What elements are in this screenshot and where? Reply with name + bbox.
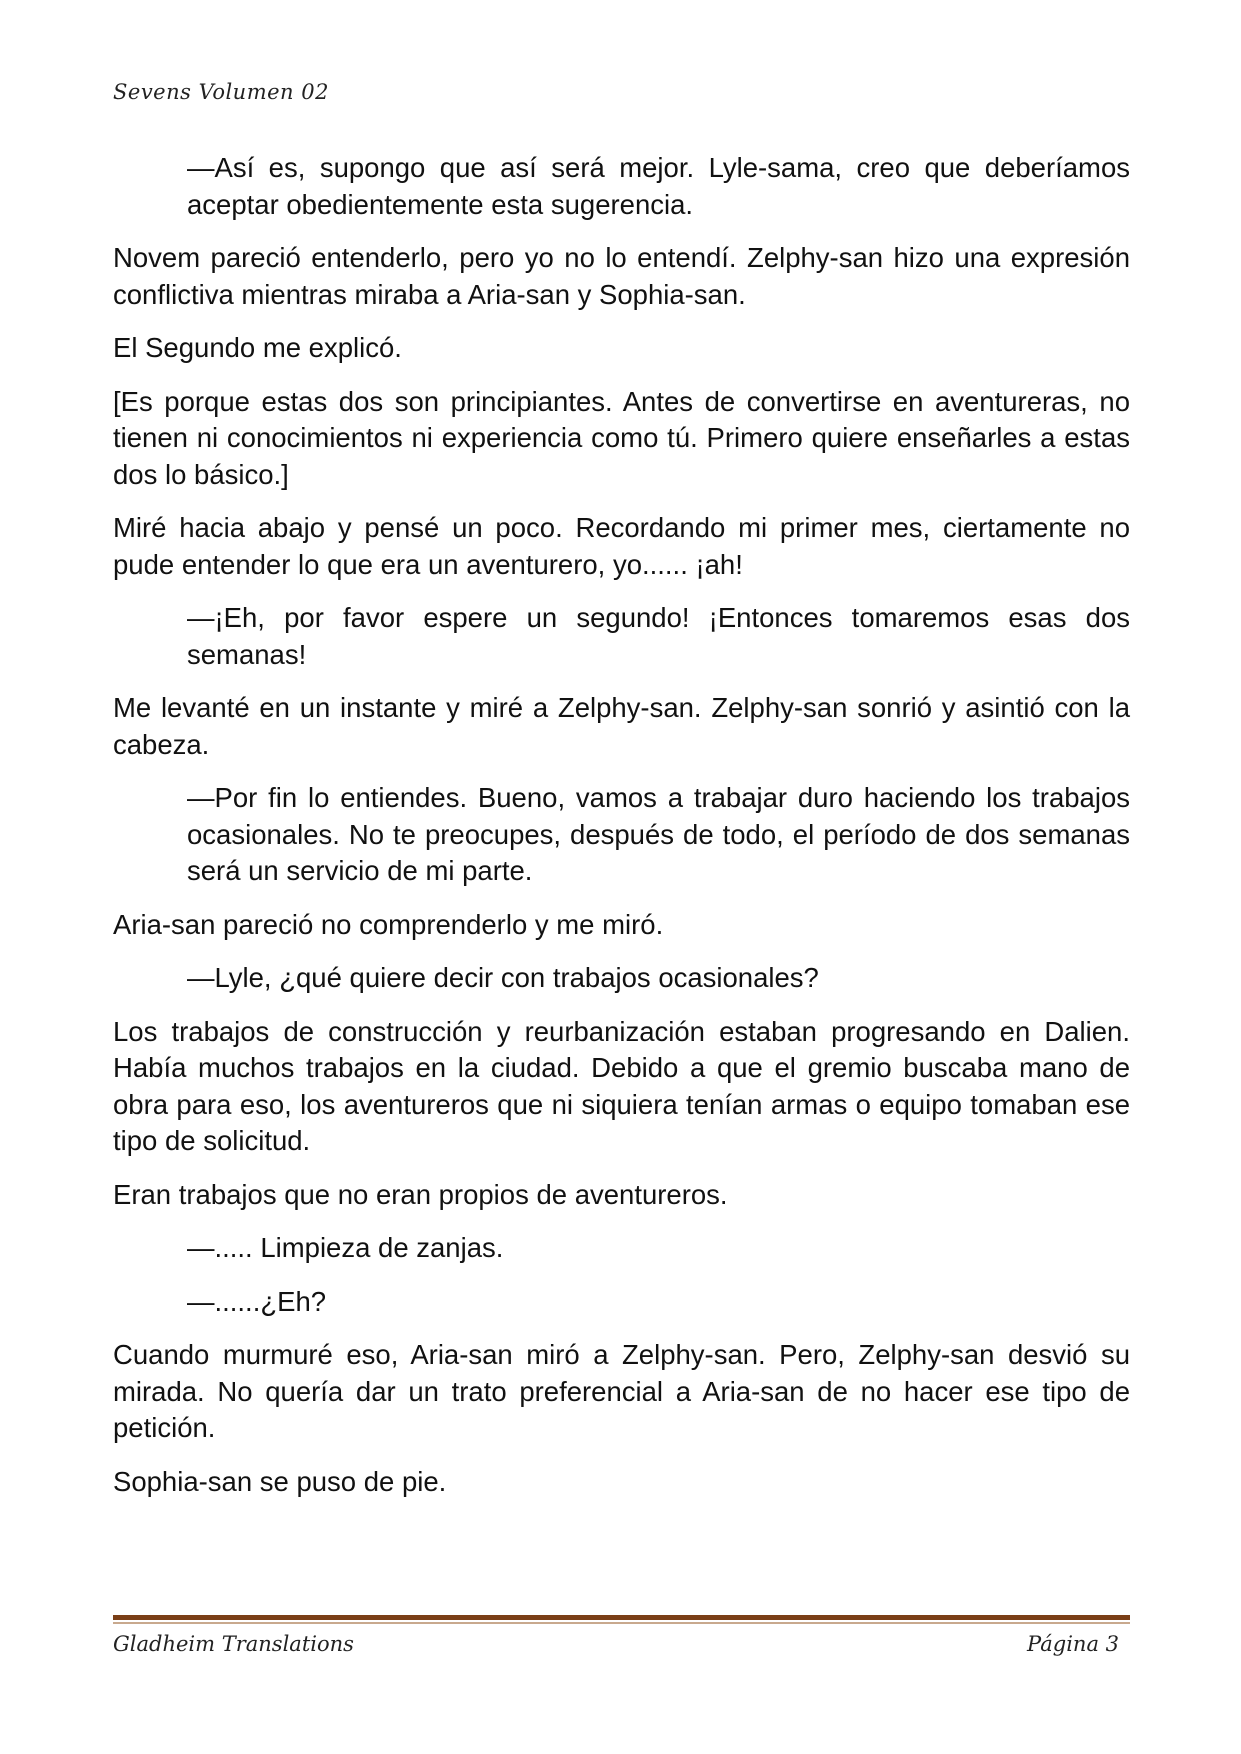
dialog-paragraph: —Por fin lo entiendes. Bueno, vamos a trabajar duro haciendo los trabajos ocasionales. No te preocupes, después de todo, el período de dos semanas será un servicio de mi parte. <box>187 782 1130 886</box>
narration-paragraph: Aria-san pareció no comprenderlo y me miró. <box>113 908 664 940</box>
narration-paragraph: Miré hacia abajo y pensé un poco. Recordando mi primer mes, ciertamente no pude entender lo que era un aventurero, yo...... ¡ah! <box>113 512 1130 580</box>
page-header-title: Sevens Volumen 02 <box>113 80 329 104</box>
footer-divider-thin <box>113 1622 1130 1624</box>
narration-paragraph: Cuando murmuré eso, Aria-san miró a Zelphy-san. Pero, Zelphy-san desvió su mirada. No quería dar un trato preferencial a Aria-san de no hacer ese tipo de petición. <box>113 1339 1130 1443</box>
footer-divider-thick <box>113 1615 1130 1620</box>
narration-paragraph: Novem pareció entenderlo, pero yo no lo entendí. Zelphy-san hizo una expresión conflictiva mientras miraba a Aria-san y Sophia-san. <box>113 242 1130 310</box>
narration-paragraph: Me levanté en un instante y miré a Zelphy-san. Zelphy-san sonrió y asintió con la cabeza. <box>113 692 1130 760</box>
dialog-paragraph: —......¿Eh? <box>187 1285 327 1317</box>
footer-publisher: Gladheim Translations <box>113 1632 354 1656</box>
page-body <box>113 150 1130 1517</box>
dialog-paragraph: —Así es, supongo que así será mejor. Lyle-sama, creo que deberíamos aceptar obedientemente esta sugerencia. <box>187 152 1130 220</box>
footer-divider <box>113 1615 1130 1624</box>
dialog-paragraph: —¡Eh, por favor espere un segundo! ¡Entonces tomaremos esas dos semanas! <box>187 602 1130 670</box>
footer-page-number: Página 3 <box>1027 1632 1119 1656</box>
narration-paragraph: [Es porque estas dos son principiantes. Antes de convertirse en aventureras, no tienen ni conocimientos ni experiencia como tú. Primero quiere enseñarles a estas dos lo básico.] <box>113 385 1130 490</box>
narration-paragraph: Los trabajos de construcción y reurbanización estaban progresando en Dalien. Había muchos trabajos en la ciudad. Debido a que el gremio buscaba mano de obra para eso, los aventureros que ni siquiera tenían armas o equipo tomaban ese tipo de solicitud. <box>113 1015 1130 1156</box>
narration-paragraph: El Segundo me explicó. <box>113 332 402 363</box>
narration-paragraph: Sophia-san se puso de pie. <box>113 1465 447 1497</box>
narration-paragraph: Eran trabajos que no eran propios de aventureros. <box>113 1178 728 1210</box>
dialog-paragraph: —Lyle, ¿qué quiere decir con trabajos ocasionales? <box>187 962 819 993</box>
dialog-paragraph: —..... Limpieza de zanjas. <box>187 1232 504 1263</box>
